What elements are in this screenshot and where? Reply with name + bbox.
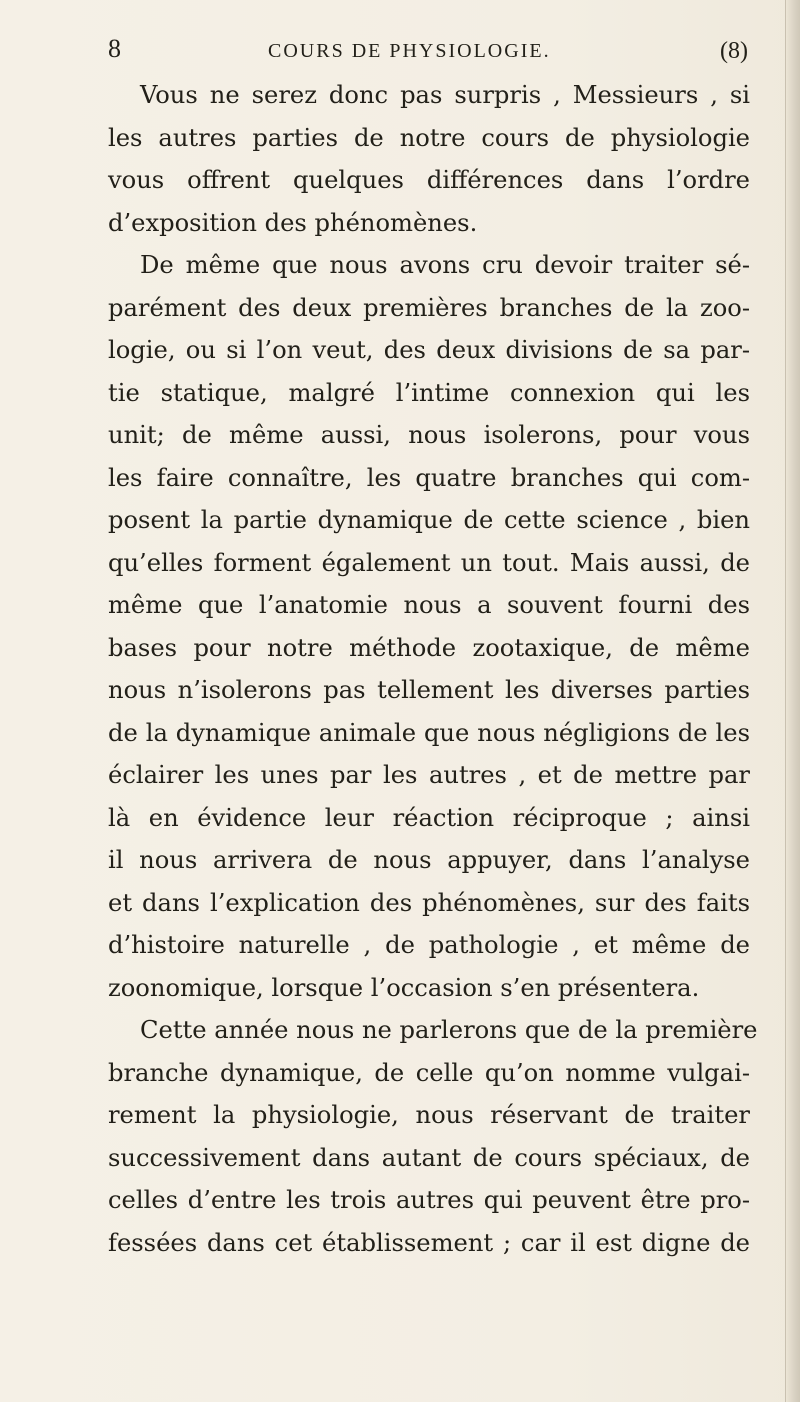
text-line: vous offrent quelques différences dans l’ordre xyxy=(108,166,750,194)
text-line: parément des deux premières branches de la zoo- xyxy=(108,293,750,322)
text-line: éclairer les unes par les autres , et de mettre par xyxy=(108,761,750,789)
text-line: successivement dans autant de cours spéciaux, de xyxy=(108,1143,750,1172)
text-line: même que l’anatomie nous a souvent fourni des xyxy=(108,591,750,619)
text-line: qu’elles forment également un tout. Mais aussi, de xyxy=(108,548,750,577)
text-line: les autres parties de notre cours de physiologie xyxy=(108,123,750,152)
text-line: les faire connaître, les quatre branches qui com- xyxy=(108,463,750,492)
text-line: rement la physiologie, nous réservant de traiter xyxy=(108,1101,750,1129)
running-head: COURS DE PHYSIOLOGIE. xyxy=(268,40,551,62)
text-line: celles d’entre les trois autres qui peuvent être pro- xyxy=(108,1186,750,1214)
page-header xyxy=(108,34,748,74)
text-line: bases pour notre méthode zootaxique, de même xyxy=(108,633,750,662)
text-line: il nous arrivera de nous appuyer, dans l’analyse xyxy=(108,846,750,874)
text-line: logie, ou si l’on veut, des deux divisions de sa par- xyxy=(108,336,750,364)
text-line: De même que nous avons cru devoir traiter sé- xyxy=(140,251,750,279)
text-line: d’exposition des phénomènes. xyxy=(108,208,478,237)
text-line: fessées dans cet établissement ; car il est digne de xyxy=(108,1228,750,1257)
text-line: posent la partie dynamique de cette science , bien xyxy=(108,506,750,534)
text-line: branche dynamique, de celle qu’on nomme vulgai- xyxy=(108,1058,750,1087)
page-edge xyxy=(785,0,800,1402)
text-line: tie statique, malgré l’intime connexion qui les xyxy=(108,378,750,407)
text-line: zoonomique, lorsque l’occasion s’en présentera. xyxy=(108,973,700,1002)
text-line: et dans l’explication des phénomènes, sur des faits xyxy=(108,888,750,917)
text-line: là en évidence leur réaction réciproque ; ainsi xyxy=(108,803,750,832)
text-line: Vous ne serez donc pas surpris , Messieurs , si xyxy=(140,81,750,109)
body-text xyxy=(108,74,758,1264)
section-number: (8) xyxy=(720,38,748,64)
text-line: de la dynamique animale que nous négligions de les xyxy=(108,718,750,747)
text-line: d’histoire naturelle , de pathologie , et même de xyxy=(108,931,750,959)
page-number: 8 xyxy=(108,34,121,63)
text-line: unit; de même aussi, nous isolerons, pour vous xyxy=(108,421,750,449)
text-line: nous n’isolerons pas tellement les diverses parties xyxy=(108,676,750,704)
text-line: Cette année nous ne parlerons que de la première xyxy=(140,1016,758,1044)
